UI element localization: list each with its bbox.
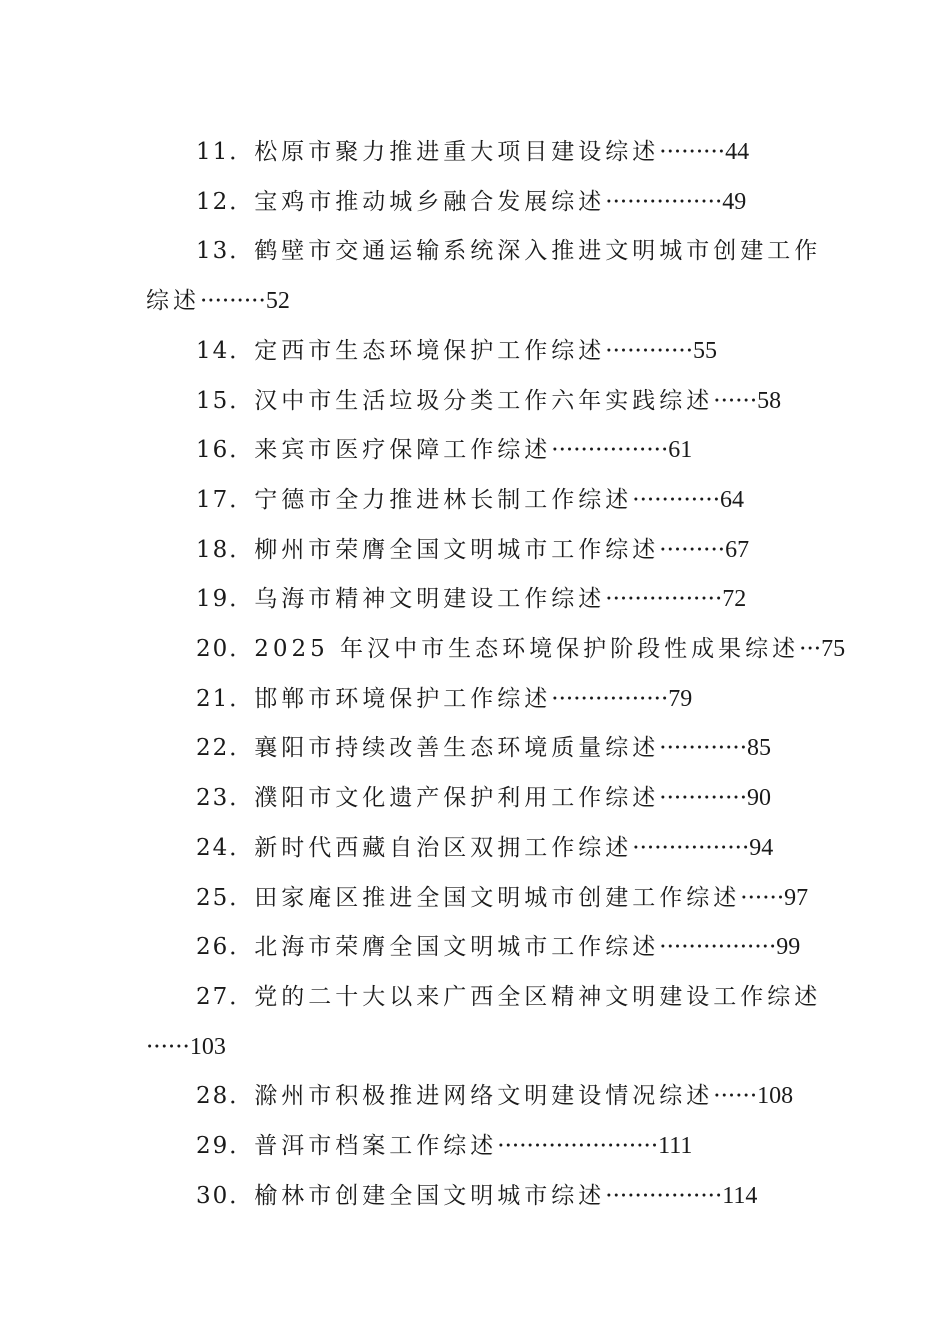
leader-dots: ······ (713, 1083, 758, 1110)
entry-number: 26． (196, 934, 255, 961)
entry-number: 27． (196, 983, 255, 1010)
leader-dots: ······················ (497, 1133, 659, 1160)
toc-entry-29[interactable] (146, 1122, 806, 1172)
entry-number: 19． (196, 586, 255, 613)
entry-number: 30． (196, 1182, 255, 1209)
entry-page: 97 (784, 884, 809, 911)
leader-dots: ················ (551, 437, 669, 464)
entry-title: 宁德市全力推进林长制工作综述 (254, 486, 633, 513)
toc-entry-19[interactable] (146, 575, 806, 625)
entry-page: 64 (720, 486, 745, 513)
entry-number: 20． (196, 636, 255, 663)
leader-dots: ······ (713, 387, 758, 414)
leader-dots: ············ (632, 486, 721, 513)
entry-page: 111 (658, 1133, 693, 1160)
toc-entry-11[interactable] (146, 128, 806, 178)
entry-number: 23． (196, 785, 255, 812)
entry-page: 44 (725, 139, 750, 165)
entry-title: 襄阳市持续改善生态环境质量综述 (254, 735, 660, 762)
entry-page: 108 (757, 1083, 794, 1110)
entry-page: 72 (722, 586, 747, 613)
entry-title: 北海市荣膺全国文明城市工作综述 (254, 934, 660, 961)
entry-title: 党的二十大以来广西全区精神文明建设工作综述 (254, 983, 822, 1010)
toc-entry-18[interactable] (146, 526, 806, 576)
entry-page: 61 (668, 437, 693, 464)
leader-dots: ················ (605, 1182, 723, 1209)
toc-entry-24[interactable] (146, 824, 806, 874)
toc-entry-28[interactable] (146, 1072, 806, 1122)
toc-entry-30[interactable] (146, 1172, 806, 1222)
toc-entry-14[interactable] (146, 327, 806, 377)
entry-title: 田家庵区推进全国文明城市创建工作综述 (254, 884, 741, 911)
entry-title: 柳州市荣膺全国文明城市工作综述 (254, 536, 660, 563)
entry-page: 114 (722, 1182, 758, 1209)
entry-title: 乌海市精神文明建设工作综述 (254, 586, 606, 613)
entry-number: 13． (196, 238, 255, 265)
entry-title: 榆林市创建全国文明城市综述 (254, 1182, 606, 1209)
toc-entry-13[interactable] (146, 227, 822, 326)
leader-dots: ······ (146, 1033, 190, 1060)
entry-title: 新时代西藏自治区双拥工作综述 (254, 834, 633, 861)
entry-title: 宝鸡市推动城乡融合发展综述 (254, 188, 606, 215)
leader-dots: ············ (605, 337, 694, 364)
entry-page: 79 (668, 685, 693, 712)
toc-entry-26[interactable] (146, 923, 806, 973)
entry-page: 55 (693, 337, 718, 364)
toc-entry-16[interactable] (146, 426, 806, 476)
leader-dots: ········· (200, 288, 266, 315)
entry-number: 21． (196, 685, 255, 712)
entry-title: 来宾市医疗保障工作综述 (254, 437, 552, 464)
leader-dots: ················ (605, 188, 723, 215)
entry-title: 濮阳市文化遗产保护利用工作综述 (254, 785, 660, 812)
entry-page: 103 (189, 1033, 226, 1060)
entry-number: 22． (196, 735, 255, 762)
leader-dots: ············ (659, 785, 748, 812)
entry-title: 汉中市生活垃圾分类工作六年实践综述 (254, 387, 714, 414)
toc-entry-27[interactable] (146, 973, 822, 1072)
entry-page: 90 (747, 785, 772, 812)
entry-number: 24． (196, 834, 255, 861)
leader-dots: ············ (659, 735, 748, 762)
entry-number: 29． (196, 1133, 255, 1160)
leader-dots: ················ (551, 685, 669, 712)
entry-number: 14． (196, 337, 255, 364)
entry-page: 94 (749, 834, 774, 861)
entry-page: 99 (776, 934, 801, 961)
toc-entry-21[interactable] (146, 675, 806, 725)
entry-page: 85 (747, 735, 772, 762)
toc-entry-20[interactable] (146, 625, 846, 675)
toc-entry-12[interactable] (146, 178, 806, 228)
entry-number: 17． (196, 486, 255, 513)
entry-number: 16． (196, 437, 255, 464)
entry-page: 52 (265, 288, 290, 315)
toc-entry-15[interactable] (146, 377, 806, 427)
entry-page: 49 (722, 188, 747, 215)
entry-title: 滁州市积极推进网络文明建设情况综述 (254, 1083, 714, 1110)
entry-title: 2025 年汉中市生态环境保护阶段性成果综述 (254, 636, 800, 663)
entry-page: 58 (757, 387, 782, 414)
toc-entry-23[interactable] (146, 774, 806, 824)
leader-dots: ················ (659, 934, 777, 961)
entry-number: 11． (196, 139, 255, 165)
table-of-contents (146, 128, 846, 1221)
entry-title: 鹤壁市交通运输系统深入推进文明城市创建工作 (254, 238, 822, 265)
entry-number: 12． (196, 188, 255, 215)
entry-number: 28． (196, 1083, 255, 1110)
entry-title: 普洱市档案工作综述 (254, 1133, 498, 1160)
leader-dots: ········· (659, 139, 726, 165)
leader-dots: ················ (632, 834, 750, 861)
entry-title: 定西市生态环境保护工作综述 (254, 337, 606, 364)
toc-entry-22[interactable] (146, 724, 806, 774)
entry-page: 67 (725, 536, 750, 563)
entry-number: 15． (196, 387, 255, 414)
leader-dots: ··· (799, 636, 822, 663)
entry-title: 松原市聚力推进重大项目建设综述 (254, 139, 660, 165)
leader-dots: ········· (659, 536, 726, 563)
entry-number: 25． (196, 884, 255, 911)
entry-title-continued: 综述 (146, 288, 200, 315)
leader-dots: ················ (605, 586, 723, 613)
leader-dots: ······ (740, 884, 785, 911)
entry-title: 邯郸市环境保护工作综述 (254, 685, 552, 712)
toc-entry-25[interactable] (146, 874, 809, 924)
toc-entry-17[interactable] (146, 476, 806, 526)
entry-number: 18． (196, 536, 255, 563)
entry-page: 75 (821, 636, 846, 663)
